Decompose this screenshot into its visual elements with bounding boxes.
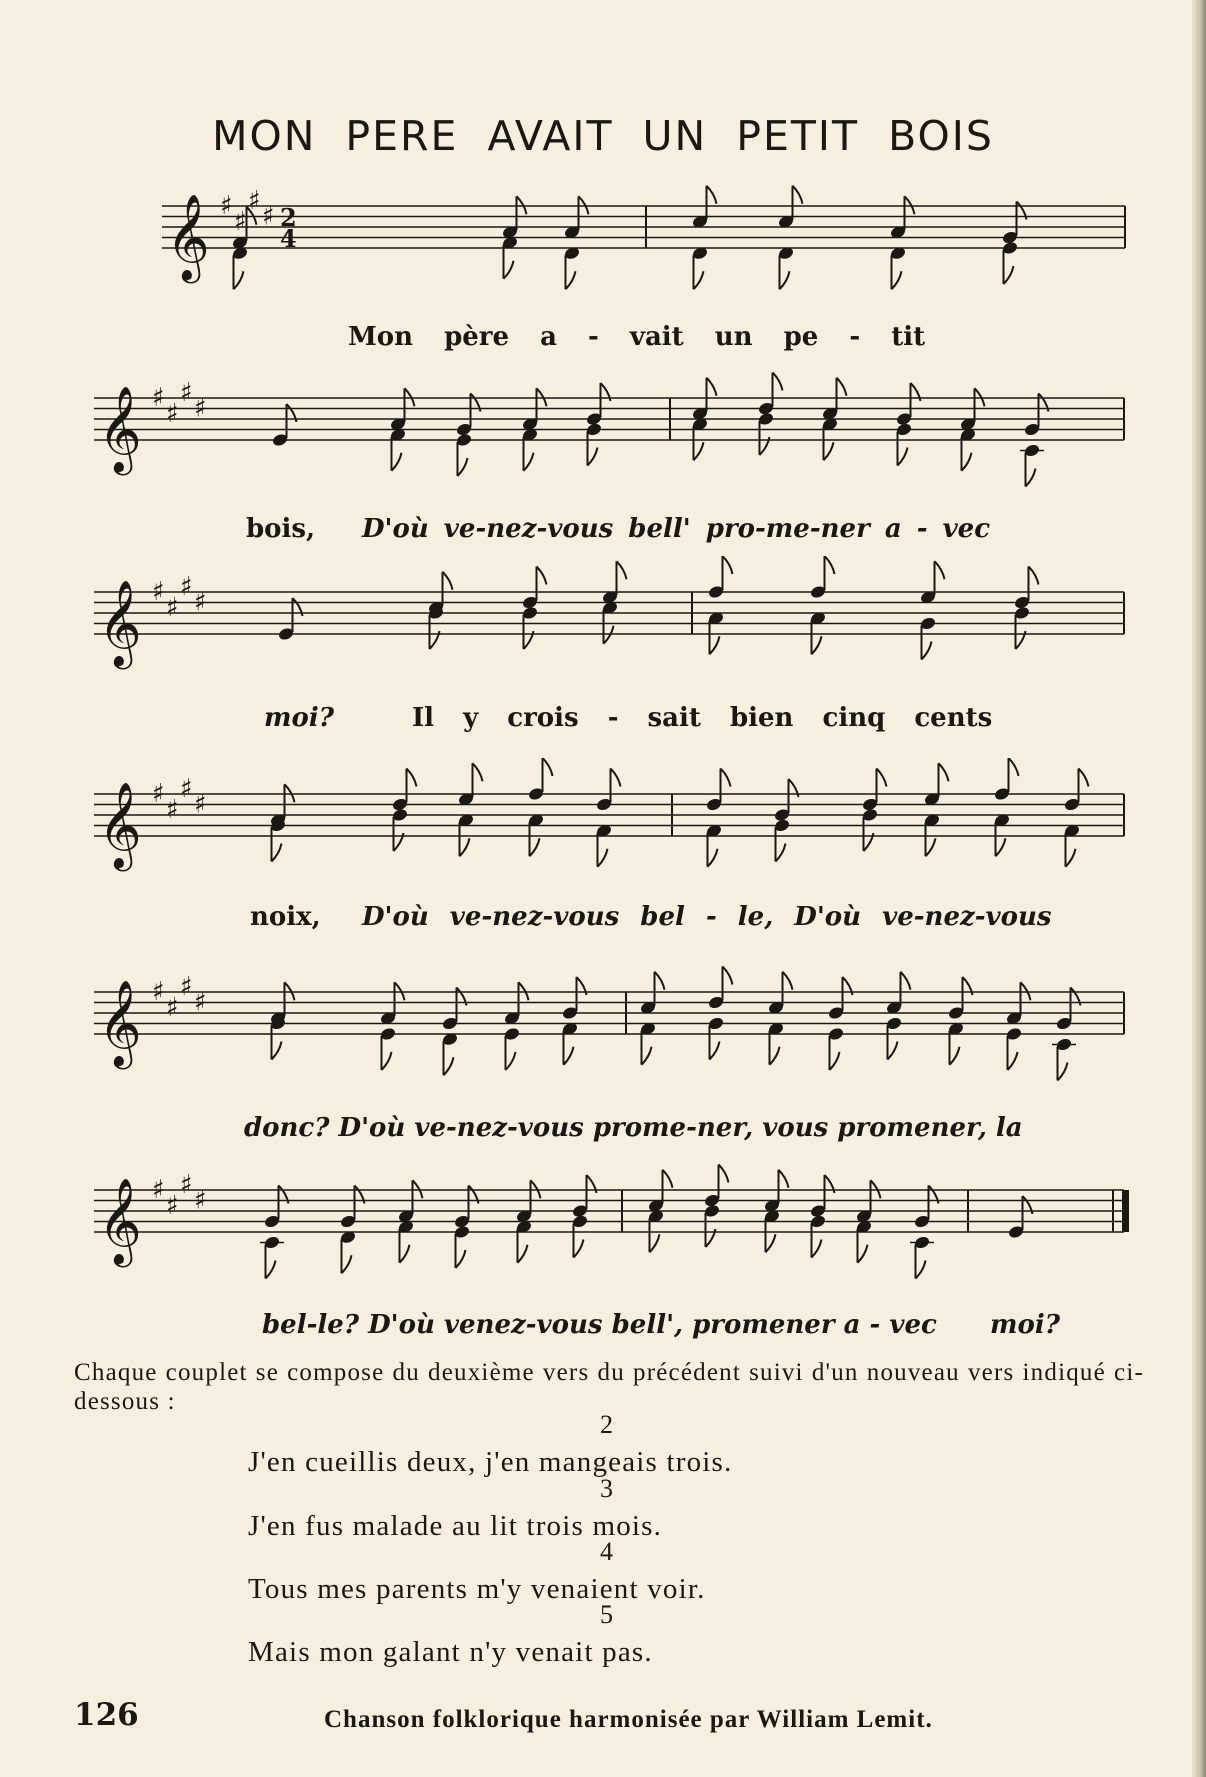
sharp-sign: ♯	[180, 1169, 193, 1200]
sharp-sign: ♯	[220, 191, 233, 221]
note-stem	[812, 1224, 822, 1258]
sharp-sign: ♯	[166, 398, 179, 429]
sharp-sign: ♯	[234, 206, 247, 237]
note-stem	[266, 1245, 276, 1279]
note-stem	[708, 833, 718, 867]
note-stem	[789, 779, 799, 813]
note-chord	[571, 1175, 596, 1258]
note-stem	[519, 982, 529, 1016]
note-chord	[595, 769, 620, 867]
note-stem	[1058, 1047, 1068, 1081]
note-stem	[975, 388, 985, 422]
note-stem	[824, 426, 834, 460]
note-stem	[963, 977, 973, 1011]
note-stem	[598, 833, 608, 867]
note-stem	[1026, 453, 1036, 487]
note-chord	[441, 988, 466, 1076]
note-chord	[703, 1165, 728, 1248]
note-chord	[269, 982, 294, 1059]
note-stem	[588, 432, 598, 466]
note-stem	[935, 561, 945, 595]
note-stem	[234, 255, 244, 289]
sharp-sign: ♯	[180, 773, 193, 804]
note-stem	[460, 822, 470, 856]
note-chord	[889, 196, 914, 289]
note-stem	[877, 769, 887, 803]
note-chord	[1013, 567, 1038, 650]
note-stem	[407, 769, 417, 803]
note-stem	[518, 1229, 528, 1263]
note-stem	[400, 1229, 410, 1263]
note-stem	[564, 1031, 574, 1065]
lyrics-line-6a: bel-le? D'où venez-vous bell', promener a - vec	[262, 1310, 937, 1340]
note-stem	[1021, 982, 1031, 1016]
note-stem	[858, 1229, 868, 1263]
note-stem	[405, 388, 415, 422]
sharp-sign: ♯	[152, 383, 165, 413]
note-stem	[655, 972, 665, 1006]
note-stem	[707, 186, 717, 220]
note-stem	[837, 378, 847, 412]
note-stem	[996, 822, 1006, 856]
verse-text: Tous mes parents m'y venaient voir.	[248, 1573, 706, 1605]
note-stem	[830, 1036, 840, 1070]
note-stem	[342, 1239, 352, 1273]
note-chord	[521, 567, 546, 650]
note-stem	[456, 1234, 466, 1268]
lyrics-line-4a: noix,	[250, 902, 321, 932]
note-stem	[458, 442, 468, 476]
note-stem	[611, 769, 621, 803]
verse-number: 3	[600, 1474, 613, 1503]
note-stem	[443, 572, 453, 606]
note-stem	[601, 383, 611, 417]
note-chord	[1063, 769, 1088, 867]
note-stem	[723, 556, 733, 590]
music-system-1	[0, 170, 1206, 320]
note-chord	[563, 196, 588, 289]
note-chord	[923, 763, 948, 856]
sharp-sign: ♯	[180, 377, 193, 408]
sharp-sign: ♯	[152, 779, 165, 809]
note-stem	[825, 1175, 835, 1209]
note-stem	[905, 196, 915, 230]
music-system-5	[0, 956, 1206, 1106]
lyrics-line-2a: bois,	[246, 514, 316, 544]
note-chord	[947, 977, 972, 1065]
note-stem	[783, 972, 793, 1006]
sharp-sign: ♯	[194, 1185, 207, 1216]
sharp-sign: ♯	[248, 185, 261, 216]
note-stem	[779, 1170, 789, 1204]
note-stem	[537, 567, 547, 601]
note-stem	[694, 426, 704, 460]
sharp-sign: ♯	[152, 1175, 165, 1205]
note-chord	[391, 769, 416, 852]
note-chord	[773, 779, 798, 862]
note-stem	[694, 255, 704, 289]
lyrics-line-1: Mon père a - vait un pe - tit	[348, 322, 926, 352]
verse-text: J'en cueillis deux, j'en mangeais trois.	[248, 1446, 733, 1478]
sharp-sign: ♯	[194, 789, 207, 820]
note-stem	[395, 982, 405, 1016]
note-stem	[577, 977, 587, 1011]
note-stem	[719, 1165, 729, 1199]
note-chord	[427, 572, 452, 649]
note-stem	[1004, 250, 1014, 284]
note-stem	[1009, 758, 1019, 792]
note-stem	[530, 822, 540, 856]
note-chord	[809, 1175, 834, 1258]
note-stem	[272, 828, 282, 862]
verse-number: 2	[600, 1410, 613, 1439]
note-stem	[531, 1180, 541, 1214]
note-stem	[272, 1026, 282, 1060]
note-chord	[707, 556, 732, 654]
sharp-sign: ♯	[180, 971, 193, 1002]
sharp-sign: ♯	[262, 201, 275, 232]
note-chord	[993, 758, 1018, 856]
note-stem	[911, 383, 921, 417]
note-stem	[506, 1036, 516, 1070]
note-stem	[285, 784, 295, 818]
note-chord	[455, 394, 480, 477]
treble-clef: 𝄞	[98, 782, 142, 868]
verse-text: Mais mon galant n'y venait pas.	[248, 1636, 653, 1668]
note-stem	[812, 620, 822, 654]
note-stem	[916, 1245, 926, 1279]
note-chord	[503, 982, 528, 1070]
sharp-sign: ♯	[166, 1190, 179, 1221]
note-stem	[413, 1180, 423, 1214]
note-stem	[587, 1175, 597, 1209]
intro-paragraph: Chaque couplet se compose du deuxième vers du précédent suivi d'un nouveau vers indiqué ci-dessous :	[74, 1359, 1144, 1415]
note-stem	[706, 1213, 716, 1247]
note-chord	[767, 972, 792, 1065]
note-stem	[888, 1026, 898, 1060]
note-stem	[517, 196, 527, 230]
music-system-3	[0, 556, 1206, 706]
note-chord	[757, 373, 782, 456]
verse-number: 5	[600, 1600, 613, 1629]
note-chord	[1001, 202, 1026, 285]
note-stem	[707, 378, 717, 412]
note-stem	[871, 1180, 881, 1214]
note-chord	[457, 763, 482, 856]
note-chord	[271, 404, 296, 448]
note-stem	[1008, 1036, 1018, 1070]
lyrics-line-3b: Il y crois - sait bien cinq cents	[412, 703, 993, 733]
note-stem	[392, 437, 402, 471]
note-stem	[642, 1031, 652, 1065]
note-stem	[793, 186, 803, 220]
page-number: 126	[74, 1697, 139, 1733]
note-stem	[922, 626, 932, 660]
sharp-sign: ♯	[166, 992, 179, 1023]
note-chord	[705, 769, 730, 867]
treble-clef: 𝄞	[98, 386, 142, 472]
note-stem	[524, 615, 534, 649]
music-system-2	[0, 362, 1206, 512]
sharp-sign: ♯	[152, 977, 165, 1007]
note-stem	[1079, 769, 1089, 803]
note-stem	[604, 610, 614, 644]
note-chord	[277, 598, 302, 642]
note-stem	[650, 1218, 660, 1252]
lyrics-line-6b: moi?	[990, 1310, 1060, 1340]
note-chord	[639, 972, 664, 1065]
note-stem	[524, 437, 534, 471]
note-stem	[864, 817, 874, 851]
note-stem	[537, 388, 547, 422]
treble-clef: 𝄞	[98, 1178, 142, 1264]
note-stem	[1016, 615, 1026, 649]
sharp-sign: ♯	[194, 587, 207, 618]
note-stem	[543, 758, 553, 792]
note-chord	[1007, 1196, 1032, 1240]
lyrics-line-4b: D'où ve-nez-vous bel - le, D'où ve-nez-vous	[362, 902, 1052, 932]
note-stem	[901, 972, 911, 1006]
note-stem	[574, 1224, 584, 1258]
note-stem	[962, 437, 972, 471]
note-chord	[885, 972, 910, 1060]
note-chord	[1005, 982, 1030, 1070]
note-stem	[382, 1036, 392, 1070]
sharp-sign: ♯	[194, 393, 207, 424]
note-stem	[950, 1031, 960, 1065]
note-stem	[430, 615, 440, 649]
note-stem	[394, 817, 404, 851]
note-stem	[843, 977, 853, 1011]
time-signature-top: 2	[280, 203, 297, 232]
note-stem	[760, 421, 770, 455]
treble-clef: 𝄞	[98, 580, 142, 666]
verse-number: 4	[600, 1537, 613, 1566]
time-signature-bottom: 4	[280, 224, 297, 253]
note-stem	[825, 556, 835, 590]
credit-line: Chanson folklorique harmonisée par William Lemit.	[324, 1706, 933, 1733]
music-system-4	[0, 758, 1206, 908]
sharp-sign: ♯	[166, 794, 179, 825]
note-stem	[444, 1041, 454, 1075]
note-chord	[585, 383, 610, 466]
note-chord	[861, 769, 886, 852]
note-stem	[473, 763, 483, 797]
note-stem	[776, 828, 786, 862]
lyrics-line-5: donc? D'où ve-nez-vous prome-ner, vous promener, la	[244, 1113, 1023, 1143]
note-stem	[663, 1170, 673, 1204]
note-stem	[285, 982, 295, 1016]
treble-clef: 𝄞	[98, 980, 142, 1066]
note-stem	[926, 822, 936, 856]
note-chord	[809, 556, 834, 654]
sharp-sign: ♯	[194, 987, 207, 1018]
note-stem	[1029, 567, 1039, 601]
note-chord	[269, 784, 294, 861]
note-stem	[939, 763, 949, 797]
note-stem	[504, 245, 514, 279]
note-chord	[561, 977, 586, 1065]
note-chord	[919, 561, 944, 659]
sharp-sign: ♯	[152, 577, 165, 607]
note-stem	[770, 1031, 780, 1065]
verse-text: J'en fus malade au lit trois mois.	[248, 1510, 663, 1542]
note-chord	[339, 1186, 364, 1274]
music-system-6	[0, 1154, 1206, 1304]
note-stem	[898, 432, 908, 466]
lyrics-line-2b: D'où ve-nez-vous bell' pro-me-ner a - vec	[362, 514, 991, 544]
note-stem	[780, 255, 790, 289]
note-stem	[766, 1218, 776, 1252]
note-stem	[710, 1026, 720, 1060]
note-stem	[566, 255, 576, 289]
note-chord	[527, 758, 552, 856]
note-stem	[721, 769, 731, 803]
note-stem	[710, 620, 720, 654]
treble-clef: 𝄞	[166, 194, 210, 280]
note-chord	[379, 982, 404, 1070]
note-stem	[1066, 833, 1076, 867]
note-chord	[453, 1186, 478, 1269]
final-bar-line	[1122, 1190, 1129, 1232]
note-stem	[892, 255, 902, 289]
lyrics-line-3a: moi?	[264, 703, 334, 733]
note-stem	[617, 561, 627, 595]
note-chord	[895, 383, 920, 466]
note-stem	[773, 373, 783, 407]
note-stem	[723, 967, 733, 1001]
sharp-sign: ♯	[166, 592, 179, 623]
note-stem	[579, 196, 589, 230]
sharp-sign: ♯	[180, 571, 193, 602]
song-title: MON PERE AVAIT UN PETIT BOIS	[212, 112, 994, 160]
